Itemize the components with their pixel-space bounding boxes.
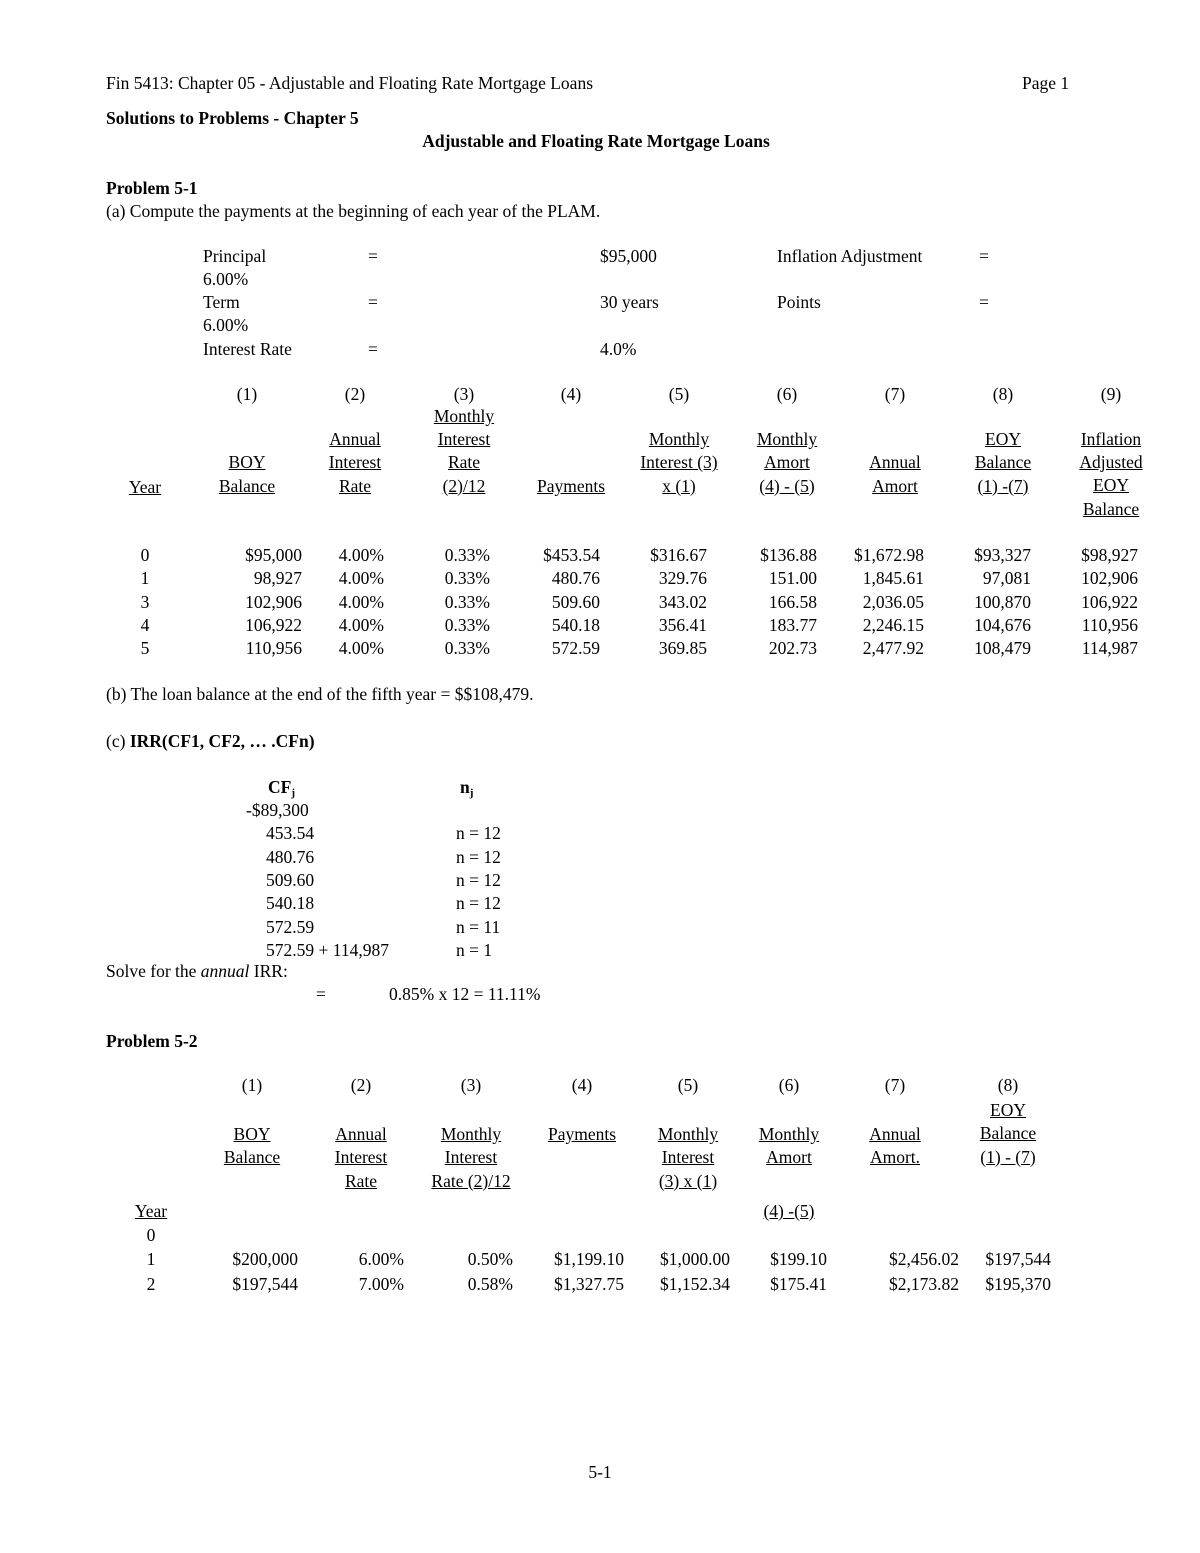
table-cell: 0.33% bbox=[444, 568, 490, 589]
table-cell: $98,927 bbox=[1081, 545, 1138, 565]
column-number: (7) bbox=[884, 384, 906, 404]
table-cell: 4.00% bbox=[338, 591, 384, 612]
table-cell: 572.59 bbox=[551, 638, 600, 659]
table-cell: 97,081 bbox=[982, 568, 1031, 589]
table-cell: $95,000 bbox=[245, 545, 302, 565]
column-number: (3) bbox=[453, 384, 475, 404]
column-header: Annual Interest Rate bbox=[334, 1124, 388, 1191]
cash-flow-value: 453.54 bbox=[266, 823, 315, 844]
problem-5-1-part-a: (a) Compute the payments at the beginning of each year of the PLAM. bbox=[106, 201, 601, 221]
cash-flow-value: 540.18 bbox=[266, 893, 315, 914]
rate-label: Interest Rate bbox=[203, 339, 292, 359]
cash-flow-count: n = 12 bbox=[456, 869, 501, 890]
points-value: 6.00% bbox=[203, 315, 249, 335]
table-cell: 0.33% bbox=[444, 545, 490, 565]
table-cell: $200,000 bbox=[232, 1249, 298, 1269]
cash-flow-value: -$89,300 bbox=[246, 800, 309, 820]
table-cell: 102,906 bbox=[245, 591, 302, 612]
table-cell: 110,956 bbox=[245, 638, 302, 659]
table-cell: $1,152.34 bbox=[660, 1274, 730, 1294]
cash-flow-count: n = 12 bbox=[456, 846, 501, 867]
table-cell: 6.00% bbox=[358, 1249, 404, 1269]
table-cell: $1,199.10 bbox=[554, 1249, 624, 1269]
rate-value: 4.0% bbox=[600, 339, 637, 359]
equals-sign: = bbox=[979, 246, 989, 266]
table-cell: $93,327 bbox=[974, 545, 1031, 565]
table-cell-year: 3 bbox=[140, 591, 150, 612]
problem-5-1-part-b: (b) The loan balance at the end of the fifth year = $$108,479. bbox=[106, 684, 534, 704]
table-cell: 1,845.61 bbox=[862, 568, 924, 589]
column-header: Annual Interest Rate bbox=[328, 429, 382, 496]
cash-flow-count: n = 11 bbox=[456, 916, 501, 937]
amort-formula: (4) -(5) bbox=[763, 1201, 815, 1221]
page-number: Page 1 bbox=[1022, 73, 1070, 93]
cf-header: $CF_j$ bbox=[268, 777, 295, 799]
table-cell: $453.54 bbox=[543, 545, 600, 565]
column-header: Payments bbox=[536, 475, 606, 496]
column-number: (8) bbox=[992, 384, 1014, 404]
table-cell: 98,927 bbox=[253, 568, 302, 589]
year-header: Year bbox=[128, 477, 162, 497]
column-header: Payments bbox=[547, 1124, 617, 1144]
table-cell: $1,000.00 bbox=[660, 1249, 730, 1269]
inflation-label: Inflation Adjustment bbox=[777, 246, 923, 266]
column-number: (4) bbox=[571, 1075, 593, 1095]
main-title: Adjustable and Floating Rate Mortgage Loans bbox=[422, 131, 770, 151]
table-cell: 509.60 bbox=[551, 591, 600, 612]
table-cell: 183.77 bbox=[768, 614, 817, 635]
cash-flow-value: 572.59 + 114,987 bbox=[266, 939, 389, 960]
table-cell: 114,987 bbox=[1081, 638, 1138, 659]
page-footer: 5-1 bbox=[588, 1462, 612, 1482]
column-number: (3) bbox=[460, 1075, 482, 1095]
problem-5-1-heading: Problem 5-1 bbox=[106, 178, 198, 198]
principal-label: Principal bbox=[203, 246, 267, 266]
table-cell: 2,477.92 bbox=[862, 638, 924, 659]
table-cell: 0.33% bbox=[444, 614, 490, 635]
table-cell: 100,870 bbox=[974, 591, 1031, 612]
column-header: BOY Balance bbox=[223, 1124, 281, 1168]
cash-flow-count: n = 12 bbox=[456, 893, 501, 914]
table-cell: 102,906 bbox=[1081, 568, 1138, 589]
column-number: (9) bbox=[1100, 384, 1122, 404]
table-cell-year: 0 bbox=[140, 545, 150, 565]
page-header-title: Fin 5413: Chapter 05 - Adjustable and Floating Rate Mortgage Loans bbox=[106, 73, 594, 93]
column-number: (6) bbox=[776, 384, 798, 404]
table-cell: 369.85 bbox=[658, 638, 707, 659]
column-header: Monthly Interest (3) x (1) bbox=[640, 429, 718, 496]
column-number: (6) bbox=[778, 1075, 800, 1095]
table-cell: 4.00% bbox=[338, 638, 384, 659]
table-cell: 540.18 bbox=[551, 614, 600, 635]
column-number: (5) bbox=[668, 384, 690, 404]
table-cell: $1,327.75 bbox=[554, 1274, 624, 1294]
n-header: $n_j$ bbox=[460, 777, 474, 799]
table-cell: 4.00% bbox=[338, 545, 384, 565]
table-cell: 0.33% bbox=[444, 591, 490, 612]
year-zero: 0 bbox=[146, 1225, 156, 1245]
inflation-value: 6.00% bbox=[203, 269, 249, 289]
column-header: Inflation Adjusted EOY Balance bbox=[1079, 428, 1143, 519]
table-cell: $2,456.02 bbox=[889, 1249, 959, 1269]
table-cell: $316.67 bbox=[650, 545, 707, 565]
table-cell: 343.02 bbox=[658, 591, 707, 612]
column-header: Monthly Interest Rate (2)/12 bbox=[431, 1124, 511, 1191]
table-cell: 166.58 bbox=[768, 591, 817, 612]
irr-result: 0.85% x 12 = 11.11% bbox=[389, 984, 541, 1004]
equals-sign: = bbox=[368, 339, 378, 359]
solutions-title: Solutions to Problems - Chapter 5 bbox=[106, 108, 359, 128]
table-cell: $175.41 bbox=[770, 1274, 827, 1294]
table-cell: 106,922 bbox=[1081, 591, 1138, 612]
table-cell: 108,479 bbox=[974, 638, 1031, 659]
column-header: Monthly Interest Rate (2)/12 bbox=[433, 405, 495, 496]
table-cell: $197,544 bbox=[985, 1249, 1051, 1269]
table-cell: 110,956 bbox=[1081, 614, 1138, 635]
table-cell: $2,173.82 bbox=[889, 1274, 959, 1294]
table-cell: $1,672.98 bbox=[854, 545, 924, 565]
column-header: Annual Amort bbox=[869, 452, 921, 496]
column-number: (1) bbox=[236, 384, 258, 404]
table-cell: $199.10 bbox=[770, 1249, 827, 1269]
cash-flow-value: 480.76 bbox=[266, 846, 315, 867]
equals-sign: = bbox=[368, 246, 378, 266]
column-header: Monthly Interest (3) x (1) bbox=[657, 1124, 719, 1191]
table-cell: 4.00% bbox=[338, 568, 384, 589]
column-header: BOY Balance bbox=[218, 452, 276, 496]
table-cell-year: 5 bbox=[140, 638, 150, 659]
term-label: Term bbox=[203, 292, 240, 312]
table-cell: 480.76 bbox=[551, 568, 600, 589]
table-cell: 329.76 bbox=[658, 568, 707, 589]
table-cell: 0.50% bbox=[467, 1249, 513, 1269]
table-cell: 2,036.05 bbox=[862, 591, 924, 612]
cash-flow-value: 509.60 bbox=[266, 869, 315, 890]
table-cell-year: 2 bbox=[146, 1274, 156, 1294]
column-header: Monthly Amort (4) - (5) bbox=[756, 429, 818, 496]
column-header: Monthly Amort bbox=[758, 1124, 820, 1168]
table-cell: 151.00 bbox=[768, 568, 817, 589]
cash-flow-count: n = 12 bbox=[456, 823, 501, 844]
equals-sign: = bbox=[979, 292, 989, 312]
column-header: EOY Balance (1) -(7) bbox=[974, 429, 1032, 496]
table-cell: 7.00% bbox=[358, 1274, 404, 1294]
problem-5-1-part-c: (c) IRR(CF1, CF2, … .CFn) bbox=[106, 731, 315, 751]
table-cell: 356.41 bbox=[658, 614, 707, 635]
result-equals: = bbox=[316, 984, 326, 1004]
column-header: Annual Amort. bbox=[869, 1124, 921, 1168]
equals-sign: = bbox=[368, 292, 378, 312]
table-cell: 104,676 bbox=[974, 614, 1031, 635]
problem-5-2-heading: Problem 5-2 bbox=[106, 1031, 198, 1051]
table-cell: 0.33% bbox=[444, 638, 490, 659]
table-cell: $136.88 bbox=[760, 545, 817, 565]
principal-value: $95,000 bbox=[600, 246, 657, 266]
cash-flow-value: 572.59 bbox=[266, 916, 315, 937]
column-number: (7) bbox=[884, 1075, 906, 1095]
table-cell: 2,246.15 bbox=[862, 614, 924, 635]
points-label: Points bbox=[777, 292, 821, 312]
year-header: Year bbox=[134, 1201, 168, 1221]
table-cell: $195,370 bbox=[985, 1274, 1051, 1294]
column-number: (2) bbox=[350, 1075, 372, 1095]
table-cell-year: 1 bbox=[140, 568, 150, 589]
solve-text: Solve for the annual IRR: bbox=[106, 961, 288, 981]
column-number: (5) bbox=[677, 1075, 699, 1095]
table-cell: 0.58% bbox=[467, 1274, 513, 1294]
term-value: 30 years bbox=[600, 292, 659, 312]
column-number: (4) bbox=[560, 384, 582, 404]
column-header: EOY Balance (1) - (7) bbox=[979, 1100, 1037, 1167]
column-number: (2) bbox=[344, 384, 366, 404]
table-cell-year: 4 bbox=[140, 614, 150, 635]
cash-flow-count: n = 1 bbox=[456, 939, 493, 960]
table-cell: 202.73 bbox=[768, 638, 817, 659]
table-cell: 4.00% bbox=[338, 614, 384, 635]
table-cell-year: 1 bbox=[146, 1249, 156, 1269]
table-cell: 106,922 bbox=[245, 614, 302, 635]
column-number: (1) bbox=[241, 1075, 263, 1095]
column-number: (8) bbox=[997, 1075, 1019, 1095]
table-cell: $197,544 bbox=[232, 1274, 298, 1294]
